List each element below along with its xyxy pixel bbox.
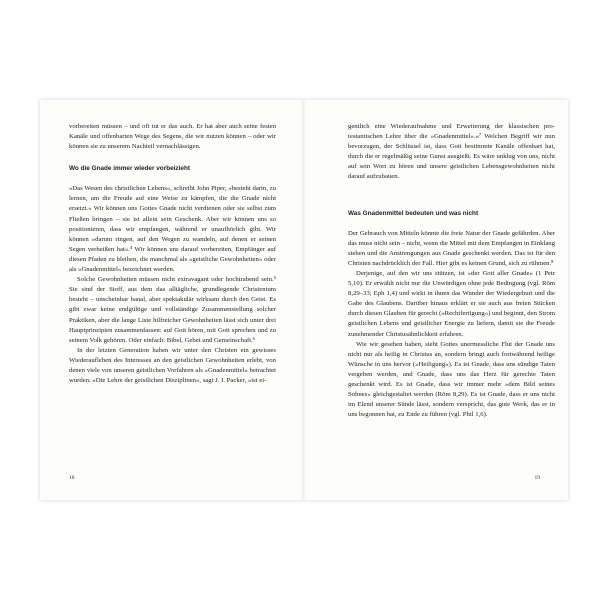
right-page xyxy=(304,100,568,500)
paragraph: Solche Gewohnheiten müssen nicht extravagant oder hochtrabend sein.⁵ Sie sind der Stoff, aus dem das alltägliche, grundlegende Christentum besteht – unscheinbar banal, aber spektakulär wirksam durch den Geist. Es gibt zwar keine endgültige und vollständige Zusammenstellung solcher Praktiken, aber die lange Liste hilfreicher Gewohnheiten lässt sich unter drei Hauptprinzipien zusammenfassen: auf Gott hören, mit Gott sprechen und zu seinem Volk gehören. Oder einfach: Bibel, Gebet und Gemeinschaft.⁶ xyxy=(69,276,276,344)
paragraph: vorbereiten müssen – und oft tut er das auch. Er hat aber auch seine festen Kanäle und offenbarten Wege des Segens, die wir nutzen können – oder wir können sie zu unserem Nachteil vernachlässigen. xyxy=(69,123,276,151)
section-heading: Wo die Gnade immer wieder vorbeizieht xyxy=(69,165,190,173)
book-spread xyxy=(40,100,568,500)
page-number: 18 xyxy=(69,475,75,481)
left-page xyxy=(40,100,304,500)
section-heading: Was Gnadenmittel bedeuten und was nicht xyxy=(348,209,479,217)
paragraph: »Das Wesen des christlichen Lebens«, schreibt John Piper, »besteht darin, zu lernen, um die Freude auf eine Weise zu kämpfen, die die Gnade nicht ersetzt.« Wir können uns Gottes Gnade nicht verdienen oder sie selbst zum Fließen bringen – sie ist allein sein Geschenk. Aber wir können uns so positionieren, dass wir empfangen, während er unaufhörlich gibt. Wir können »darum ringen, auf den Wegen zu wandeln, auf denen er seinen Segen verheißen hat«.⁴ Wir können uns darauf vorbereiten, Empfänger auf diesen Pfaden zu bleiben, die manchmal als »geistliche Gewohnheiten« oder als »Gnadenmittel« bezeichnet werden. xyxy=(69,185,276,274)
left-page-text xyxy=(69,122,276,386)
paragraph: In der letzten Generation haben wir unter den Christen ein gewisses Wiederaufleben des Interesses an den geistlichen Gewohnheiten erlebt, von denen viele von unseren geistlichen Vorfahren als »Gnadenmittel« betrachtet wurden. »Die Lehre der geistlichen Disziplinen«, sagt J. I. Packer, »ist ei- xyxy=(69,346,276,385)
paragraph: Der Gebrauch von Mitteln könnte die freie Natur der Gnade gefährden. Aber das muss nicht sein – nicht, wenn die Mittel mit dem Empfangen in Einklang stehen und die Anstrengungen aus Gnade geschenkt werden. Das ist für den Christen nachdrücklich der Fall. Hier gibt es keinen Grund, sich zu rühmen.⁸ xyxy=(348,229,555,267)
right-page-text xyxy=(348,122,555,420)
paragraph: gentlich eine Wiederaufnahme und Erweiterung der klassischen pro-testantischen Lehre über die »Gnadenmittel«.«⁷ Welchen Begriff wir nun bevorzugen, der Schlüssel ist, dass Gott bestimmte Kanäle offenbart hat, durch die er regelmäßig seine Gunst ausgießt. Es wäre unklug von uns, nicht auf sein Wort zu hören und unsere geistlichen Lebensgewohnheiten nicht darauf aufzubauen. xyxy=(348,123,555,181)
paragraph: Derjenige, auf den wir uns stützen, ist »der Gott aller Gnade« (1 Petr 5,10). Er erwählt nicht nur die Unwürdigen ohne jede Bedingung (vgl. Röm 8,29–33; Eph 1,4) und wirkt in ihnen das Wunder der Wiedergeburt und die Gabe des Glaubens. Darüber hinaus erklärt er sie auch aus freien Stücken durch diesen Glauben für gerecht (»Rechtfertigung«) und beginnt, den Strom geistlichen Lebens und geistlicher Energie zu liefern, damit sie die Freude zunehmender Christusähnlichkeit erfahren. xyxy=(348,269,555,338)
page-number: 19 xyxy=(534,475,540,481)
book-gutter xyxy=(302,100,306,500)
paragraph: Wie wir gesehen haben, sieht Gottes unermessliche Flut der Gnade uns nicht nur als heilig in Christus an, sondern bringt auch fortwährend heilige Wünsche in uns hervor (»Heiligung«). Es ist Gnade, dass uns sündige Taten vergeben werden, und Gnade, dass uns das Herz für gerechte Taten geschenkt wird. Es ist Gnade, dass wir immer mehr »dem Bild seines Sohnes« gleichgestaltet werden (Röm 8,29). Es ist Gnade, dass er uns nicht im Elend unserer Sünde lässt, sondern verspricht, das gute Werk, das er in uns begonnen hat, zu Ende zu führen (vgl. Phil 1,6). xyxy=(348,340,555,419)
